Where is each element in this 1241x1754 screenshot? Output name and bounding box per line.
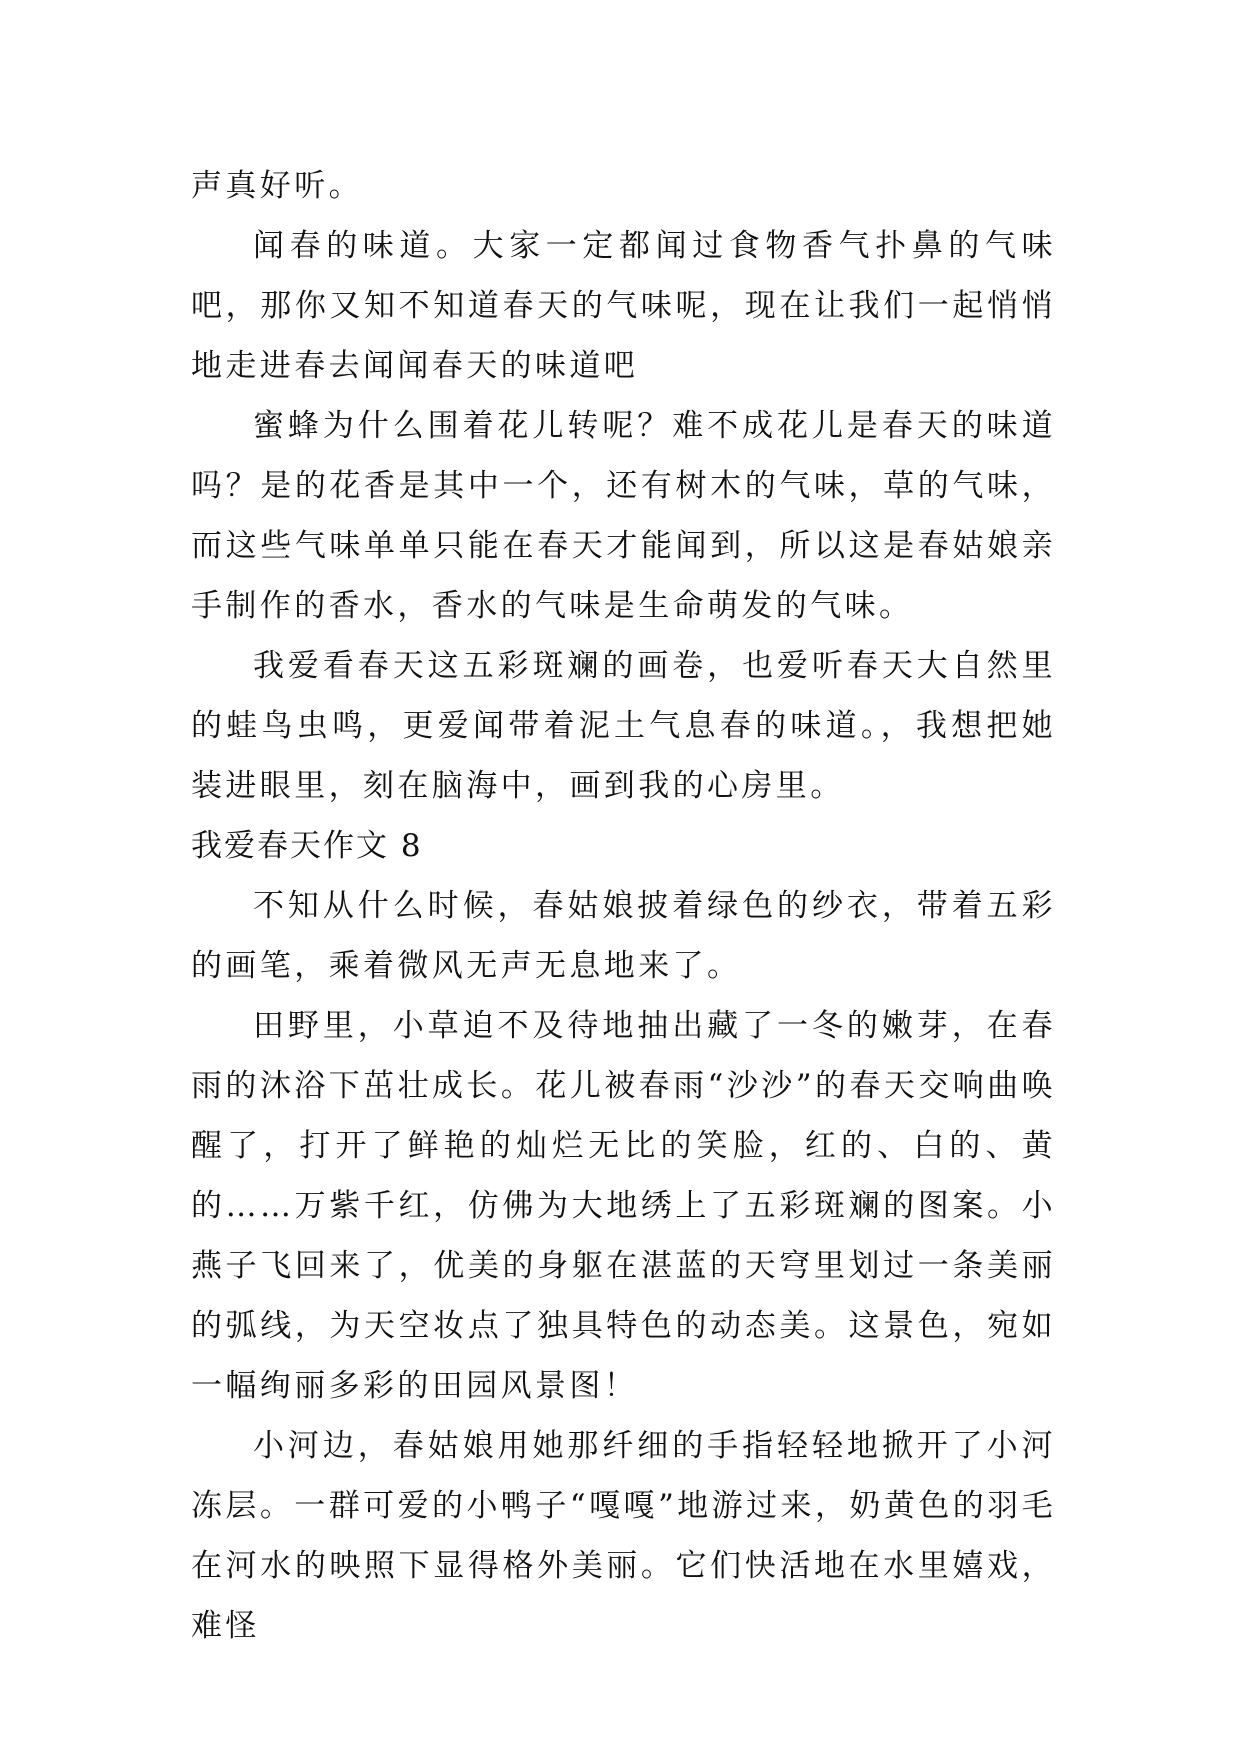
section-heading: 我爱春天作文 8: [191, 828, 423, 864]
document-body: [191, 156, 1056, 1656]
paragraph-5: 不知从什么时候，春姑娘披着绿色的纱衣，带着五彩的画笔，乘着微风无声无息地来了。: [191, 888, 1056, 984]
paragraph-6: 田野里，小草迫不及待地抽出藏了一冬的嫩芽，在春雨的沐浴下茁壮成长。花儿被春雨“沙沙”的春天交响曲唤醒了，打开了鲜艳的灿烂无比的笑脸，红的、白的、黄的……万紫千红，仿佛为大地绣上了五彩斑斓的图案。小燕子飞回来了，优美的身躯在湛蓝的天穹里划过一条美丽的弧线，为天空妆点了独具特色的动态美。这景色，宛如一幅绚丽多彩的田园风景图！: [191, 1008, 1056, 1404]
paragraph-2: 闻春的味道。大家一定都闻过食物香气扑鼻的气味吧，那你又知不知道春天的气味呢，现在让我们一起悄悄地走进春去闻闻春天的味道吧: [191, 228, 1056, 384]
paragraph-7: 小河边，春姑娘用她那纤细的手指轻轻地掀开了小河冻层。一群可爱的小鸭子“嘎嘎”地游过来，奶黄色的羽毛在河水的映照下显得格外美丽。它们快活地在水里嬉戏，难怪: [191, 1428, 1056, 1644]
paragraph-1: 声真好听。: [191, 168, 363, 204]
paragraph-3: 蜜蜂为什么围着花儿转呢？难不成花儿是春天的味道吗？是的花香是其中一个，还有树木的气味，草的气味，而这些气味单单只能在春天才能闻到，所以这是春姑娘亲手制作的香水，香水的气味是生命萌发的气味。: [191, 408, 1056, 624]
paragraph-4: 我爱看春天这五彩斑斓的画卷，也爱听春天大自然里的蛙鸟虫鸣，更爱闻带着泥土气息春的味道。，我想把她装进眼里，刻在脑海中，画到我的心房里。: [191, 648, 1056, 804]
